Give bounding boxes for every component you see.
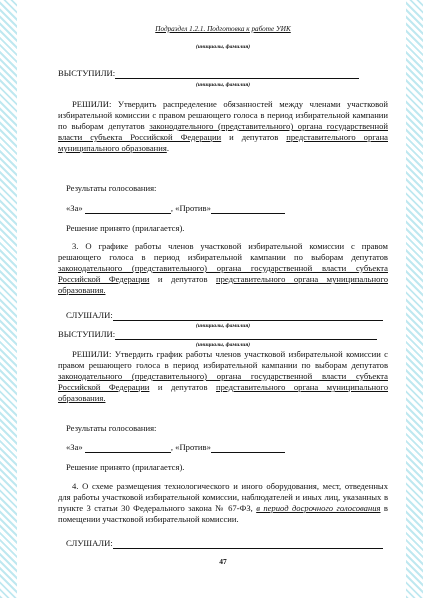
agenda-item-4: 4. О схеме размещения технологического и иного оборудования, мест, отведенных для работы участковой избирательной комиссии, наблюдателей и иных лиц, указанных в пункте 3 статьи 30 Федерального закона № 67-ФЗ, в период досрочного голосования в помещении участковой избирательной комиссии. — [58, 481, 388, 524]
listened-label: СЛУШАЛИ: — [66, 310, 113, 320]
speakers-row-1 — [58, 68, 388, 79]
listened-label: СЛУШАЛИ: — [66, 538, 113, 548]
fill-line — [85, 443, 171, 453]
decorative-border-left — [0, 0, 17, 598]
document-page — [58, 0, 388, 598]
vote-results-row: «За» , «Против» — [66, 442, 396, 453]
listened-row-2 — [66, 538, 396, 549]
speakers-label: ВЫСТУПИЛИ: — [58, 68, 116, 78]
signature-hint: (инициалы, фамилия) — [195, 342, 251, 348]
speakers-label: ВЫСТУПИЛИ: — [58, 329, 116, 339]
signature-hint: (инициалы, фамилия) — [195, 82, 251, 88]
decision-status: Решение принято (прилагается). — [66, 223, 185, 233]
page-header: Подраздел 1.2.1. Подготовка к работе УИК — [155, 25, 291, 33]
signature-hint: (инициалы, фамилия) — [195, 44, 251, 50]
speakers-row-2 — [58, 329, 388, 340]
fill-line — [115, 69, 359, 79]
agenda-item-3: 3. О графике работы членов участковой избирательной комиссии с правом решающего голоса в период избирательной кампании по выборам депутатов законодательного (представительного) органа государственной власти субъекта Российской Федерации и депутатов представительного органа муниципального образования. — [58, 241, 389, 295]
fill-line — [85, 204, 171, 214]
page-number: 47 — [219, 557, 227, 566]
decision-status: Решение принято (прилагается). — [66, 462, 185, 472]
fill-line — [115, 330, 377, 340]
listened-row-1 — [66, 310, 396, 321]
vote-results-title: Результаты голосования: — [66, 183, 157, 193]
vote-results-title: Результаты голосования: — [66, 423, 157, 433]
fill-line — [113, 311, 383, 321]
fill-line — [113, 539, 383, 549]
vote-results-row: «За» , «Против» — [66, 203, 396, 214]
decision-paragraph-1: РЕШИЛИ: Утвердить распределение обязанностей между членами участковой избирательной комиссии с правом решающего голоса в период избирательной кампании по выборам депутатов законодательного (представительного) органа государственной власти субъекта Российской Федерации и депутатов представительного органа муниципального образования. — [58, 99, 388, 153]
fill-line — [211, 204, 285, 214]
decorative-border-right — [406, 0, 423, 598]
fill-line — [211, 443, 285, 453]
decision-paragraph-2: РЕШИЛИ: Утвердить график работы членов участковой избирательной комиссии с правом решающего голоса в период избирательной кампании по выборам депутатов законодательного (представительного) органа государственной власти субъекта Российской Федерации и депутатов представительного органа муниципального образования. — [58, 349, 389, 403]
signature-hint: (инициалы, фамилия) — [195, 323, 251, 329]
